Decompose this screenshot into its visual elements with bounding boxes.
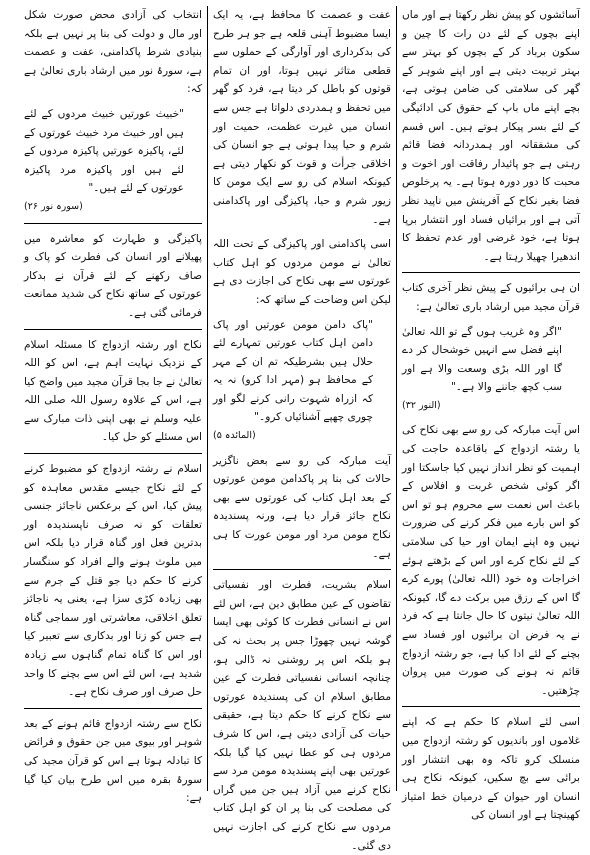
column-right: [398, 6, 584, 822]
quote-reference: (النور ۳۲): [402, 399, 441, 411]
quran-quote: [402, 323, 570, 416]
paragraph: انتخاب کی آزادی محض صورت شکل اور مال و دولت کی بنا پر نہیں ہے بلکہ بنیادی شرط پاکدامنی، عفت و عصمت ہے، سورۂ نور میں ارشاد باری تعالیٰ ہے کہ:: [24, 9, 202, 96]
quran-quote: [24, 105, 192, 217]
column-rule: [207, 6, 208, 791]
text-columns: [6, 6, 584, 852]
divider: [402, 706, 580, 707]
divider: [24, 453, 202, 454]
quote-text: "پاک دامن مومن عورتیں اور پاک دامن اہل کتاب عورتیں تمہارے لئے حلال ہیں بشرطیکہ تم ان کے مہر کے محافظ ہو (مہر ادا کرو) نہ یہ کہ ازراہ شہوت رانی کرنے لگو اور چوری چھپے آشنائیاں کرو۔": [213, 318, 373, 424]
column-middle: [209, 6, 395, 852]
divider: [24, 329, 202, 330]
paragraph: آیت مبارکہ کی رو سے بعض ناگزیر حالات کی بنا پر پاکدامن مومن عورتوں کے بعد اہل کتاب کی عورتوں سے بھی نکاح جائز قرار دیا ہے، ورنہ پسندیدہ نکاح مومن مرد اور مومن عورت کا ہی ہے۔: [213, 454, 391, 560]
paragraph: اسی پاکدامنی اور پاکیزگی کے تحت اللہ تعالیٰ نے مومن مردوں کو اہل کتاب عورتوں سے بھی نکاح کی اجازت دی ہے لیکن اس وضاحت کے ساتھ کہ:: [213, 238, 391, 306]
paragraph: اسلام بشریت، فطرت اور نفسیاتی تقاضوں کے عین مطابق دین ہے، اس لئے اس نے انسانی فطرت کا کوئی بھی ایسا گوشہ نہیں چھوڑا جس پر بحث نہ کی ہو بلکہ اس پر روشنی نہ ڈالی ہو، چنانچہ انسانی نفسیاتی فطرت کے عین مطابق اسلام ان کی پسندیدہ عورتوں سے نکاح کرنے کا حکم دیتا ہے، حقیقی حیات کی آزادی دیتی ہے، اس کا شرف مردوں ہی کو عطا نہیں کیا گیا بلکہ عورتیں بھی اپنے پسندیدہ مومن مرد سے نکاح کرنے میں آزاد ہیں جن میں گراں کی مصلحت کی بنا پر ان کو اہل کتاب مردوں سے نکاح کرنے کی اجازت نہیں دی گئی۔: [213, 579, 391, 852]
paragraph: اسلام نے رشتہ ازدواج کو مضبوط کرنے کے لئے نکاح جیسے مقدس معاہدہ کو پیش کیا، اس کے برعکس ناجائز جنسی تعلقات کو نہ صرف ناپسندیدہ اور بدترین فعل اور گناہ قرار دیا بلکہ اس میں ملوث ہونے والے افراد کو سنگسار کرنے کا حکم دیا جو قتل کے جرم سے بھی زیادہ کڑی سزا ہے، یعنی یہ ناجائز تعلق اخلاقی، معاشرتی اور سماجی گناہ ہے جس کو زنا اور بدکاری سے تعبیر کیا اور اس کا گناہ تمام گناہوں سے زیادہ شدید ہے، اس لئے اس سے بچنے کا واحد حل صرف اور صرف نکاح ہے۔: [24, 463, 202, 699]
paragraph: اس آیت مبارکہ کی رو سے بھی نکاح کی یا رشتہ ازدواج کے باقاعدہ حاجت کی اہمیت کو نظر انداز نہیں کیا جاسکتا اور اگر کوئی شخص غربت و افلاس کے باعث اس نعمت سے محروم ہو تو اس کو اس بارے میں فکر کرنے کی ضرورت نہیں وہ اپنے ایمان اور حیا کی سلامتی کے لئے نکاح کرے اور اس کے بڑھتے ہوئے اخراجات وہ خود (اللہ تعالیٰ) پورے کرے گا اس کے رزق میں برکت دے گا، کیونکہ اللہ تعالیٰ نیتوں کا حال جانتا ہے کہ فرد نے یہ فرض ان برائیوں اور فساد سے بچنے کے لئے ادا کیا ہے، جو رشتہ ازدواج قائم نہ ہونے کی صورت میں پروان چڑھتیں۔: [402, 424, 580, 697]
divider: [213, 569, 391, 570]
paragraph: نکاح سے رشتہ ازدواج قائم ہونے کے بعد شوہر اور بیوی میں جن حقوق و فرائض کا تبادلہ ہوتا ہے اس کو قرآن مجید کی سورۂ بقرہ میں اس طرح بیان کیا گیا ہے:: [24, 717, 202, 805]
column-rule: [396, 6, 397, 791]
quran-quote: [213, 316, 381, 446]
divider: [24, 708, 202, 709]
paragraph: اسی لئے اسلام کا حکم ہے کہ اپنے غلاموں اور باندیوں کو رشتہ ازدواج میں منسلک کرو تاکہ وہ بھی انتشار اور برائی سے بچ سکیں، کیونکہ نکاح ہی انسان اور حیوان کے درمیان خط امتیاز کھینچتا ہے اور انسان کی: [402, 716, 580, 822]
quote-text: "اگر وہ غریب ہوں گے تو اللہ تعالیٰ اپنے فضل سے انہیں خوشحال کر دے گا اور اللہ بڑی وسعت والا ہے اور سب کچھ جاننے والا ہے۔": [402, 325, 562, 394]
divider: [402, 272, 580, 273]
quote-reference: (المائدہ ۵): [213, 430, 256, 442]
quote-reference: (سورہ نور ۲۶): [24, 200, 83, 212]
paragraph: آسائشوں کو پیش نظر رکھتا ہے اور ماں اپنے بچوں کے لئے دن رات کا چین و سکون برباد کر کے بچوں کو بہتر سے بہتر تربیت دیتی ہے اور اپنے شوہر کے گھر کی سلامتی کی ضامن ہوتی ہے، بچے اپنے ماں باپ کے حقوق کی ادائیگی کے لئے بسر پیکار ہوتے ہیں۔ اس قسم کی مشفقانہ اور ہمدردانہ فضا قائم رہتی ہے جو پائیدار رفاقت اور اخوت و محبت کا دور دورہ ہوتا ہے۔ یہ پرخلوص فضا بغیر نکاح کے آفرینش میں ناپید نظر آتی ہے اور برائیاں فساد اور انتشار برپا ہوتا ہے، خود غرضی اور عدم تحفظ کا اندھیرا چھیلا رہتا ہے۔: [402, 9, 580, 263]
paragraph: عفت و عصمت کا محافظ ہے، یہ ایک ایسا مضبوط آہنی قلعہ ہے جو ہر طرح کی بدکرداری اور آوارگی کے حملوں سے قطعی متاثر نہیں ہوتا، اور ان تمام قوتوں کو باطل کر دیتا ہے، فرد کو گھر میں تحفظ و ہمدردی دلواتا ہے جس سے انسان میں غیرت عظمت، حمیت اور شرم و حیا پیدا ہوتی ہے جو انسان کی اخلاقی جرأت و قوت کو نکھار دیتی ہے کیونکہ اسلام کی رو سے ایک مومن کا زیور شرم و حیا، پاکیزگی اور پاکدامنی ہے۔: [213, 9, 391, 226]
paragraph: ان ہی برائیوں کے پیش نظر آخری کتاب قرآن مجید میں ارشاد باری تعالیٰ ہے:: [402, 282, 580, 313]
paragraph: پاکیزگی و طہارت کو معاشرہ میں پھیلانے اور انسان کی فطرت کو پاک و صاف رکھنے کے لئے قرآن نے بدکار عورتوں کے ساتھ نکاح کی شدید ممانعت فرمائی گئی ہے۔: [24, 232, 202, 319]
paragraph: نکاح اور رشتہ ازدواج کا مسئلہ اسلام کے نزدیک نہایت اہم ہے، اس کو اللہ تعالیٰ نے جا بجا قرآن مجید میں واضح کیا ہے، اس کے علاوہ رسول اللہ صلی اللہ علیہ وسلم نے بھی اپنی ذات مبارک سے اس مسئلے کو حل کیا۔: [24, 338, 202, 444]
column-left: [20, 6, 206, 805]
quote-text: "خبیث عورتیں خبیث مردوں کے لئے ہیں اور خبیث مرد خبیث عورتوں کے لئے، پاکیزہ عورتیں پاکیزہ مردوں کے لئے ہیں اور پاکیزہ مرد پاکیزہ عورتوں کے لئے ہیں۔": [24, 107, 184, 195]
divider: [24, 223, 202, 224]
